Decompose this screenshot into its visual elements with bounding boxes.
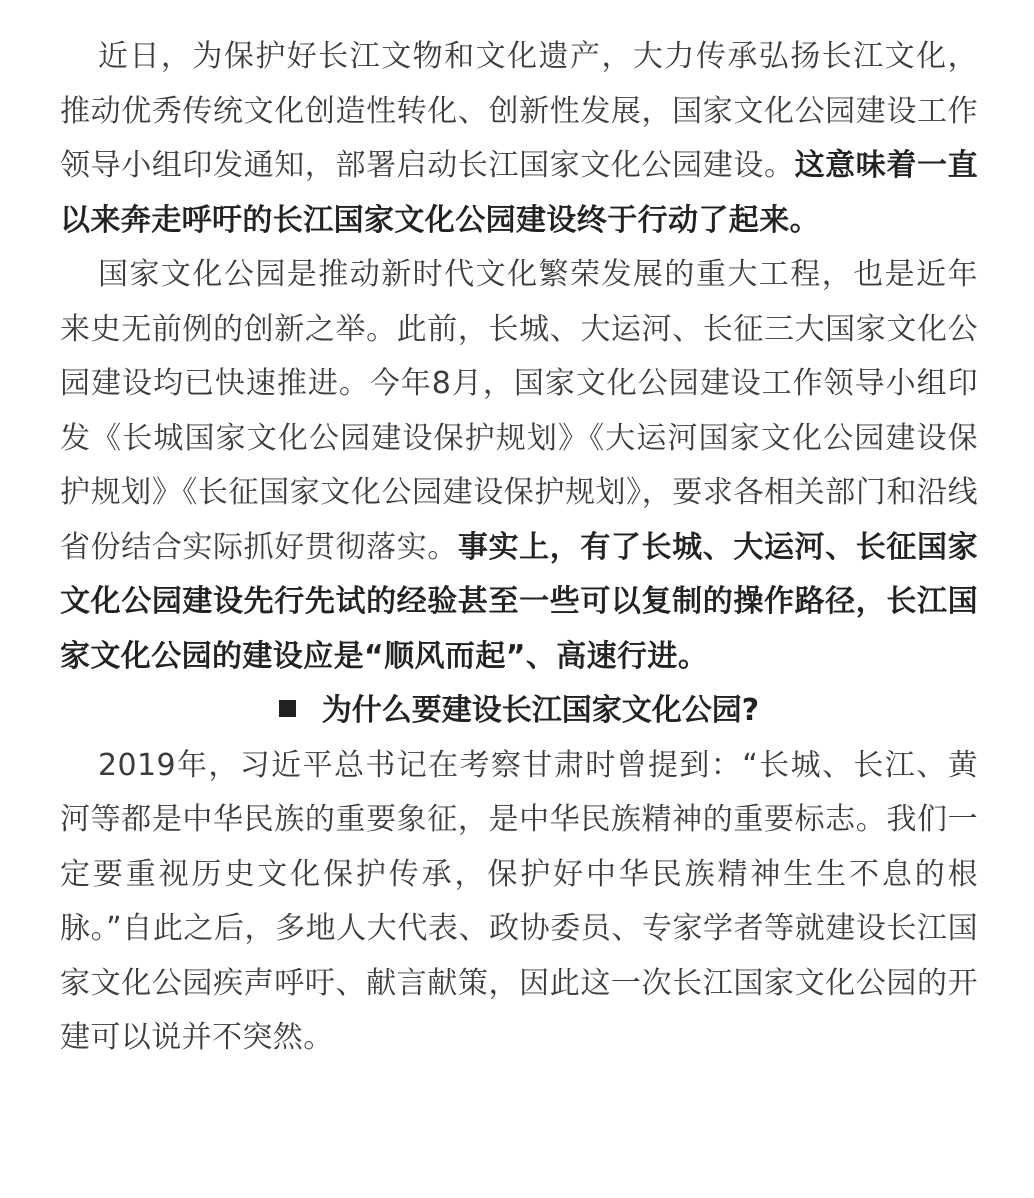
paragraph-intro <box>60 30 978 248</box>
section-heading <box>60 684 978 739</box>
paragraph-quote-text: 2019年，习近平总书记在考察甘肃时曾提到：“长城、长江、黄河等都是中华民族的重要象征，是中华民族精神的重要标志。我们一定要重视历史文化保护传承，保护好中华民族精神生生不息的根脉。”自此之后，多地人大代表、政协委员、专家学者等就建设长江国家文化公园疾声呼吁、献言献策，因此这一次长江国家文化公园的开建可以说并不突然。 <box>60 747 978 1055</box>
paragraph-quote <box>60 739 978 1066</box>
paragraph-background-emphasis: 事实上，有了长城、大运河、长征国家文化公园建设先行先试的经验甚至一些可以复制的操作路径，长江国家文化公园的建设应是“顺风而起”、高速行进。 <box>60 529 978 674</box>
paragraph-intro-text: 近日，为保护好长江文物和文化遗产，大力传承弘扬长江文化，推动优秀传统文化创造性转化、创新性发展，国家文化公园建设工作领导小组印发通知，部署启动长江国家文化公园建设。 <box>60 39 978 183</box>
paragraph-intro-emphasis: 这意味着一直以来奔走呼吁的长江国家文化公园建设终于行动了起来。 <box>60 148 978 238</box>
square-bullet-icon <box>279 700 296 717</box>
paragraph-background <box>60 248 978 684</box>
section-heading-text: 为什么要建设长江国家文化公园? <box>321 693 760 728</box>
article-body <box>60 30 978 1066</box>
paragraph-background-text: 国家文化公园是推动新时代文化繁荣发展的重大工程，也是近年来史无前例的创新之举。此前，长城、大运河、长征三大国家文化公园建设均已快速推进。今年8月，国家文化公园建设工作领导小组印发《长城国家文化公园建设保护规划》《大运河国家文化公园建设保护规划》《长征国家文化公园建设保护规划》，要求各相关部门和沿线省份结合实际抓好贯彻落实。 <box>60 257 978 565</box>
